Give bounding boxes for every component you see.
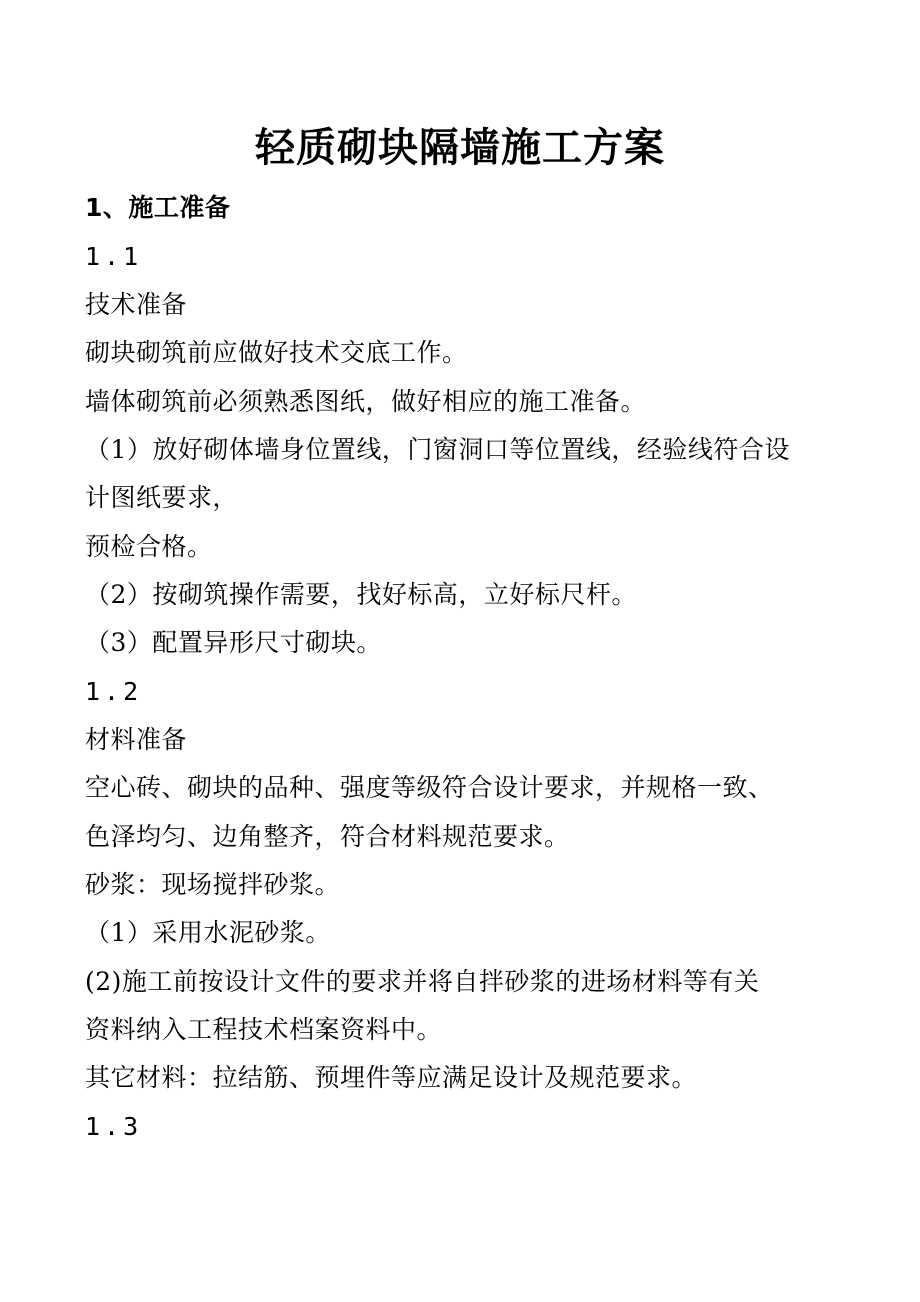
subsection-title: 技术准备 <box>85 290 188 319</box>
paragraph-line: (2)施工前按设计文件的要求并将自拌砂浆的进场材料等有关 <box>85 967 760 996</box>
paragraph-line: 资料纳入工程技术档案资料中。 <box>85 1015 443 1044</box>
subsection-number: 1.1 <box>85 242 143 271</box>
subsection-number: 1.3 <box>85 1112 143 1141</box>
paragraph-line: 计图纸要求， <box>85 483 239 512</box>
paragraph-line: （2）按砌筑操作需要，找好标高，立好标尺杆。 <box>85 580 637 609</box>
paragraph-line: 色泽均匀、边角整齐，符合材料规范要求。 <box>85 822 570 851</box>
paragraph-line: 预检合格。 <box>85 532 213 561</box>
subsection-number: 1.2 <box>85 677 143 706</box>
subsection-title: 材料准备 <box>85 725 188 754</box>
paragraph-line: 其它材料：拉结筋、预埋件等应满足设计及规范要求。 <box>85 1063 698 1092</box>
paragraph-line: 墙体砌筑前必须熟悉图纸，做好相应的施工准备。 <box>85 387 647 416</box>
paragraph-line: 砌块砌筑前应做好技术交底工作。 <box>85 338 468 367</box>
paragraph-line: （1）采用水泥砂浆。 <box>85 918 331 947</box>
paragraph-line: 砂浆：现场搅拌砂浆。 <box>85 870 341 899</box>
paragraph-line: （1）放好砌体墙身位置线，门窗洞口等位置线，经验线符合设 <box>85 435 790 464</box>
paragraph-line: 空心砖、砌块的品种、强度等级符合设计要求，并规格一致、 <box>85 773 774 802</box>
paragraph-line: （3）配置异形尺寸砌块。 <box>85 628 382 657</box>
section-heading: 1、施工准备 <box>85 193 231 222</box>
document-title: 轻质砌块隔墙施工方案 <box>255 125 665 171</box>
